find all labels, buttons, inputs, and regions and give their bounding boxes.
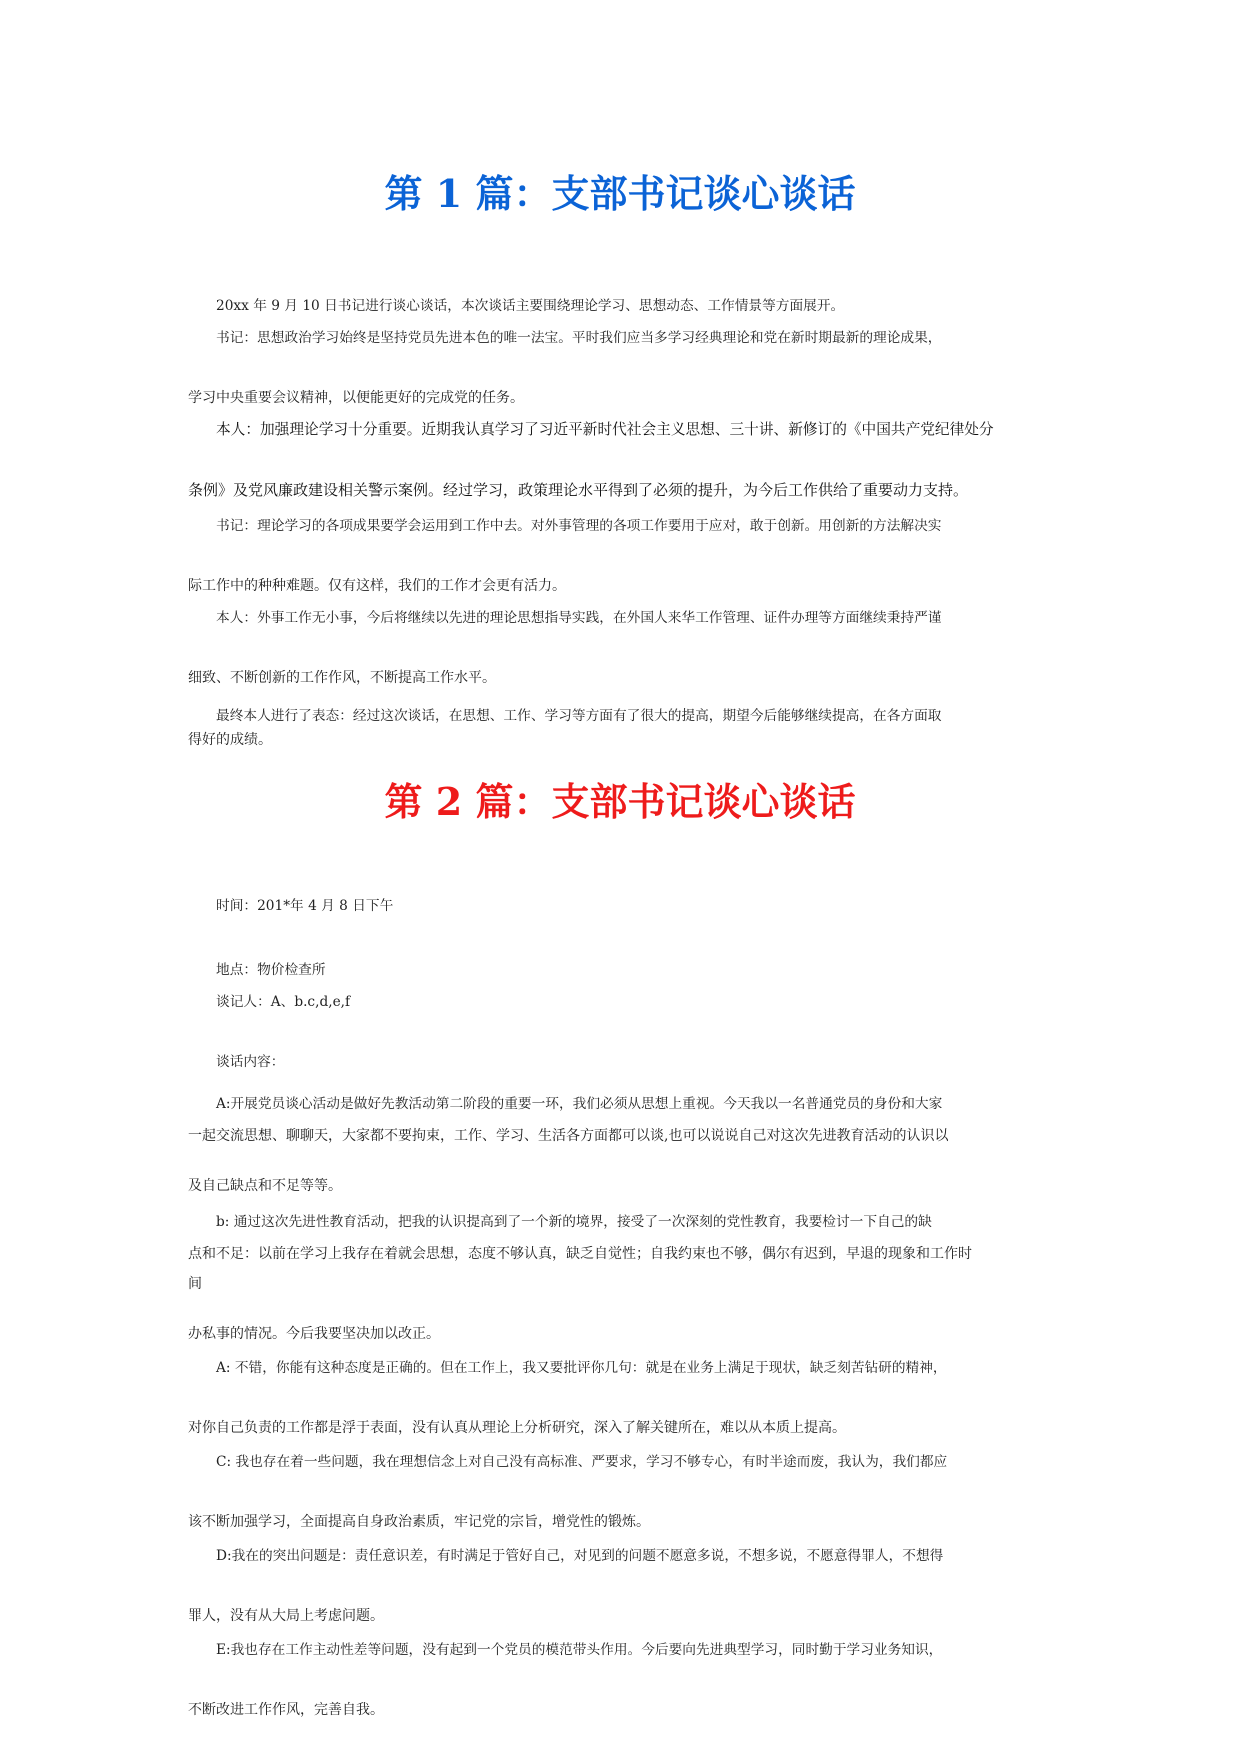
section-1-title: 第 1 篇：支部书记谈心谈话: [384, 171, 856, 216]
s2-time: 时间：201*年 4 月 8 日下午: [216, 898, 394, 914]
s1-line-10: 最终本人进行了表态：经过这次谈话，在思想、工作、学习等方面有了很大的提高，期望今后能够继续提高，在各方面取: [216, 708, 942, 724]
s1-line-4: 本人：加强理论学习十分重要。近期我认真学习了习近平新时代社会主义思想、三十讲、新修订的《中国共产党纪律处分: [216, 421, 994, 438]
s2-line-b3: 间: [188, 1276, 202, 1292]
s1-line-6: 书记：理论学习的各项成果要学会运用到工作中去。对外事管理的各项工作要用于应对，敢于创新。用创新的方法解决实: [216, 518, 942, 534]
s1-line-1: 20xx 年 9 月 10 日书记进行谈心谈话，本次谈话主要围绕理论学习、思想动态、工作情景等方面展开。: [216, 298, 845, 314]
s2-line-c1: C: 我也存在着一些问题，我在理想信念上对自己没有高标准、严要求，学习不够专心，有时半途而废，我认为，我们都应: [216, 1454, 948, 1470]
s1-line-9: 细致、不断创新的工作作风，不断提高工作水平。: [188, 670, 496, 686]
s2-line-a2: 一起交流思想、聊聊天，大家都不要拘束，工作、学习、生活各方面都可以谈,也可以说说自己对这次先进教育活动的认识以: [188, 1128, 949, 1144]
s2-line-d1: D:我在的突出问题是：责任意识差，有时满足于管好自己，对见到的问题不愿意多说，不想多说，不愿意得罪人，不想得: [216, 1548, 944, 1564]
s2-line-b4: 办私事的情况。今后我要坚决加以改正。: [188, 1326, 440, 1342]
s1-line-8: 本人：外事工作无小事，今后将继续以先进的理论思想指导实践，在外国人来华工作管理、证件办理等方面继续秉持严谨: [216, 610, 942, 626]
s2-line-b2: 点和不足：以前在学习上我存在着就会思想，态度不够认真，缺乏自觉性；自我约束也不够，偶尔有迟到，早退的现象和工作时: [188, 1246, 972, 1262]
s2-place: 地点：物价检查所: [216, 962, 326, 978]
s2-recorders: 谈记人：A、b.c,d,e,f: [216, 994, 351, 1010]
s2-line-e2: 不断改进工作作风，完善自我。: [188, 1702, 384, 1718]
s2-line-e1: E:我也存在工作主动性差等问题，没有起到一个党员的模范带头作用。今后要向先进典型学习，同时勤于学习业务知识，: [216, 1642, 943, 1658]
s1-line-5: 条例》及党风廉政建设相关警示案例。经过学习，政策理论水平得到了必须的提升，为今后工作供给了重要动力支持。: [188, 481, 969, 499]
s2-line-a5: 对你自己负责的工作都是浮于表面，没有认真从理论上分析研究，深入了解关键所在，难以从本质上提高。: [188, 1420, 846, 1436]
s2-line-a4: A: 不错，你能有这种态度是正确的。但在工作上，我又要批评你几句：就是在业务上满足于现状，缺乏刻苦钻研的精神，: [216, 1360, 947, 1376]
s1-line-7: 际工作中的种种难题。仅有这样，我们的工作才会更有活力。: [188, 578, 566, 594]
s2-line-b1: b: 通过这次先进性教育活动，把我的认识提高到了一个新的境界，接受了一次深刻的党性教育，我要检讨一下自己的缺: [216, 1214, 932, 1230]
s2-content-label: 谈话内容：: [216, 1054, 285, 1070]
s2-line-c2: 该不断加强学习，全面提高自身政治素质，牢记党的宗旨，增党性的锻炼。: [188, 1514, 650, 1530]
s1-line-2: 书记：思想政治学习始终是坚持党员先进本色的唯一法宝。平时我们应当多学习经典理论和党在新时期最新的理论成果，: [216, 330, 942, 346]
s1-line-11: 得好的成绩。: [188, 732, 272, 748]
section-2-title: 第 2 篇：支部书记谈心谈话: [384, 779, 856, 824]
s1-line-3: 学习中央重要会议精神，以便能更好的完成党的任务。: [188, 390, 524, 406]
s2-line-a1: A:开展党员谈心活动是做好先教活动第二阶段的重要一环，我们必须从思想上重视。今天我以一名普通党员的身份和大家: [216, 1096, 943, 1112]
s2-line-d2: 罪人，没有从大局上考虑问题。: [188, 1608, 384, 1624]
s2-line-a3: 及自己缺点和不足等等。: [188, 1178, 342, 1194]
